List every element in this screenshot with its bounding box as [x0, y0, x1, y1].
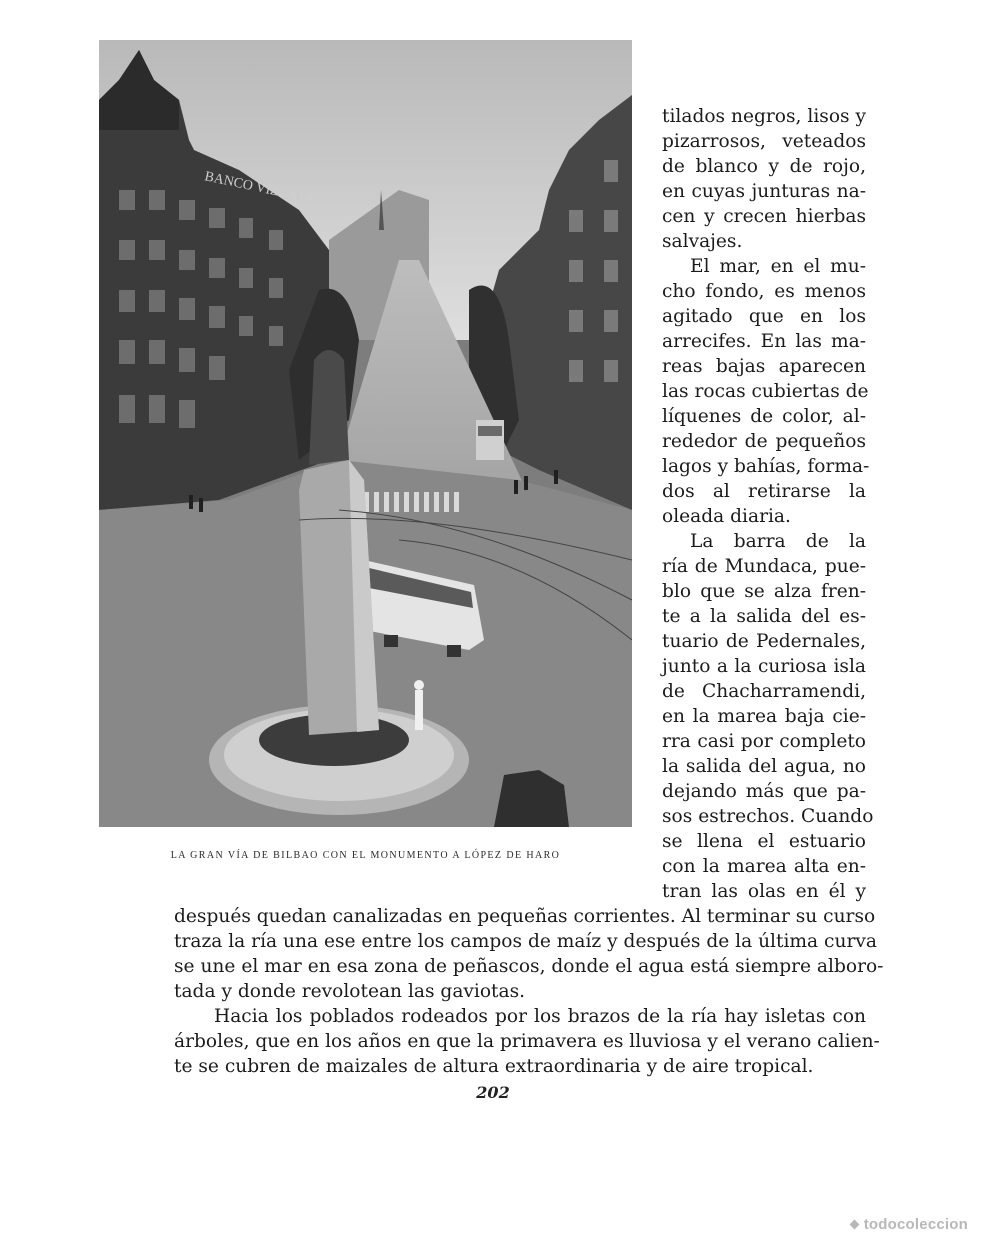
text-line: de blanco y de rojo,	[662, 156, 866, 177]
text-line: reas bajas aparecen	[662, 356, 866, 377]
text-line: te a la salida del es-	[662, 606, 866, 627]
watermark-text: todocoleccion	[863, 1216, 968, 1233]
text-line: árboles, que en los años en que la primavera es lluviosa y el verano calien-	[174, 1031, 880, 1052]
street-photograph	[99, 40, 632, 827]
text-line: dejando más que pa-	[662, 781, 866, 802]
text-line: Hacia los poblados rodeados por los brazos de la ría hay isletas con	[214, 1006, 866, 1027]
text-line: salvajes.	[662, 231, 743, 252]
text-line: rra casi por completo	[662, 731, 866, 752]
text-line: lagos y bahías, forma-	[662, 456, 870, 477]
text-line: las rocas cubiertas de	[662, 381, 869, 402]
text-line: sos estrechos. Cuando	[662, 806, 874, 827]
text-line: oleada diaria.	[662, 506, 791, 527]
building-sign-text: BANCO VIZCAYA	[203, 169, 317, 208]
text-line: rededor de pequeños	[662, 431, 866, 452]
text-line: la salida del agua, no	[662, 756, 866, 777]
text-line: después quedan canalizadas en pequeñas corrientes. Al terminar su curso	[174, 906, 876, 927]
text-line: tada y donde revolotean las gaviotas.	[174, 981, 526, 1002]
text-line: tran las olas en él y	[662, 881, 866, 902]
text-line: en cuyas junturas na-	[662, 181, 866, 202]
text-line: tilados negros, lisos y	[662, 106, 866, 127]
text-line: tuario de Pedernales,	[662, 631, 866, 652]
text-line: con la marea alta en-	[662, 856, 866, 877]
text-line: junto a la curiosa isla	[662, 656, 866, 677]
text-line: cho fondo, es menos	[662, 281, 866, 302]
photo-caption: LA GRAN VÍA DE BILBAO CON EL MONUMENTO A LÓPEZ DE HARO	[170, 850, 561, 861]
text-line: ría de Mundaca, pue-	[662, 556, 866, 577]
text-line: cen y crecen hierbas	[662, 206, 866, 227]
text-line: en la marea baja cie-	[662, 706, 866, 727]
text-line: El mar, en el mu-	[690, 256, 866, 277]
page-number: 202	[476, 1083, 510, 1102]
text-line: agitado que en los	[662, 306, 866, 327]
text-line: de Chacharramendi,	[662, 681, 866, 702]
text-line: líquenes de color, al-	[662, 406, 866, 427]
text-line: dos al retirarse la	[662, 481, 866, 502]
text-line: pizarrosos, veteados	[662, 131, 866, 152]
text-line: traza la ría una ese entre los campos de maíz y después de la última curva	[174, 931, 877, 952]
watermark-diamond-icon	[849, 1220, 859, 1230]
text-line: La barra de la	[690, 531, 866, 552]
watermark	[851, 1216, 968, 1233]
text-line: arrecifes. En las ma-	[662, 331, 866, 352]
photograph-illustration	[99, 40, 632, 827]
text-line: se une el mar en esa zona de peñascos, donde el agua está siempre alboro-	[174, 956, 884, 977]
text-line: te se cubren de maizales de altura extraordinaria y de aire tropical.	[174, 1056, 814, 1077]
text-line: se llena el estuario	[662, 831, 866, 852]
text-line: blo que se alza fren-	[662, 581, 866, 602]
